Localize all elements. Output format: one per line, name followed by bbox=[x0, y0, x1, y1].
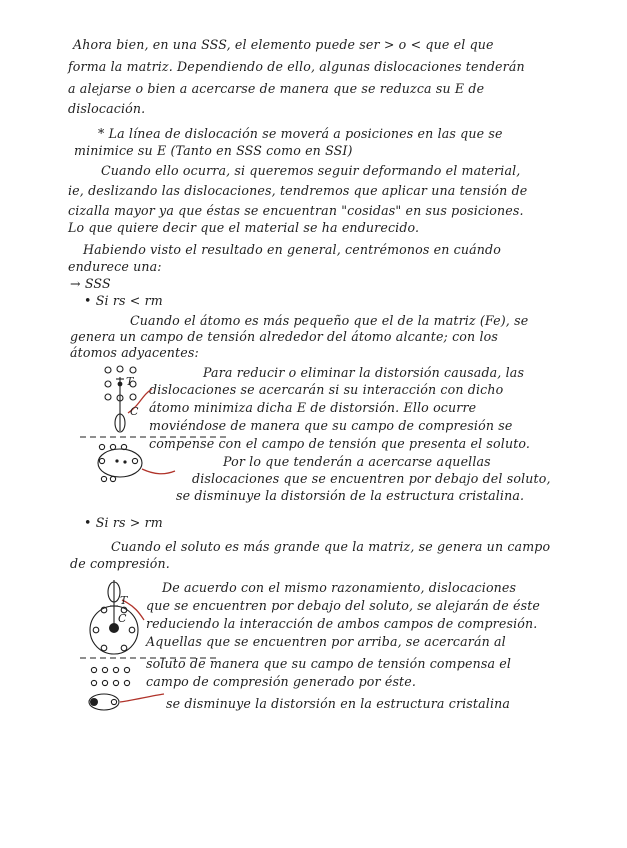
section-heading: → SSS bbox=[70, 276, 111, 291]
compression-label: C bbox=[118, 612, 127, 625]
text-line: dislocaciones que se encuentren por debajo del soluto, bbox=[192, 471, 551, 486]
text-line: endurece una: bbox=[68, 259, 162, 274]
text-line: que se encuentren por debajo del soluto, se alejarán de éste bbox=[146, 598, 541, 613]
text-line: dislocaciones se acercarán si su interacción con dicho bbox=[149, 382, 504, 397]
text-line: cizalla mayor ya que éstas se encuentran "cosidas" en sus posiciones. bbox=[68, 203, 524, 218]
text-line: Lo que quiere decir que el material se ha endurecido. bbox=[68, 220, 420, 235]
tension-label: T bbox=[126, 375, 134, 388]
text-line: átomos adyacentes: bbox=[70, 345, 199, 360]
text-line: Para reducir o eliminar la distorsión causada, las bbox=[203, 365, 525, 380]
text-line: se disminuye la distorsión en la estructura cristalina bbox=[166, 696, 511, 711]
text-line: compense con el campo de tensión que presenta el soluto. bbox=[149, 436, 531, 451]
text-line: dislocación. bbox=[68, 101, 146, 116]
text-line: Cuando el átomo es más pequeño que el de la matriz (Fe), se bbox=[130, 313, 529, 328]
text-line: Cuando el soluto es más grande que la matriz, se genera un campo bbox=[111, 539, 551, 554]
text-line: ie, deslizando las dislocaciones, tendremos que aplicar una tensión de bbox=[68, 183, 528, 198]
text-line: de compresión. bbox=[70, 556, 170, 571]
text-line: a alejarse o bien a acercarse de manera que se reduzca su E de bbox=[68, 81, 485, 96]
tension-label: T bbox=[120, 594, 128, 607]
text-line: átomo minimiza dicha E de distorsión. Ello ocurre bbox=[149, 400, 477, 415]
text-line: Aquellas que se encuentren por arriba, se acercarán al bbox=[146, 634, 506, 649]
text-line: forma la matriz. Dependiendo de ello, algunas dislocaciones tenderán bbox=[68, 59, 525, 74]
case-heading: • Si rs < rm bbox=[84, 293, 163, 308]
text-line: De acuerdo con el mismo razonamiento, dislocaciones bbox=[162, 580, 517, 595]
text-line: Por lo que tenderán a acercarse aquellas bbox=[223, 454, 491, 469]
large-solute-diagram bbox=[80, 570, 260, 715]
text-line: genera un campo de tensión alrededor del átomo alcante; con los bbox=[70, 329, 498, 344]
text-line: Habiendo visto el resultado en general, centrémonos en cuándo bbox=[83, 242, 502, 257]
text-line: Cuando ello ocurra, si queremos seguir deformando el material, bbox=[101, 163, 521, 178]
compression-label: C bbox=[130, 405, 139, 418]
note-line: * La línea de dislocación se moverá a posiciones en las que se bbox=[98, 126, 503, 141]
text-line: Ahora bien, en una SSS, el elemento puede ser > o < que el que bbox=[73, 37, 494, 52]
text-line: reduciendo la interacción de ambos campos de compresión. bbox=[146, 616, 538, 631]
text-line: moviéndose de manera que su campo de compresión se bbox=[149, 418, 513, 433]
text-line: se disminuye la distorsión de la estructura cristalina. bbox=[176, 488, 525, 503]
small-solute-diagram bbox=[80, 355, 270, 495]
text-line: soluto de manera que su campo de tensión compensa el bbox=[146, 656, 512, 671]
text-line: campo de compresión generado por éste. bbox=[146, 674, 417, 689]
case-heading: • Si rs > rm bbox=[84, 515, 163, 530]
note-line: minimice su E (Tanto en SSS como en SSI) bbox=[74, 143, 353, 158]
